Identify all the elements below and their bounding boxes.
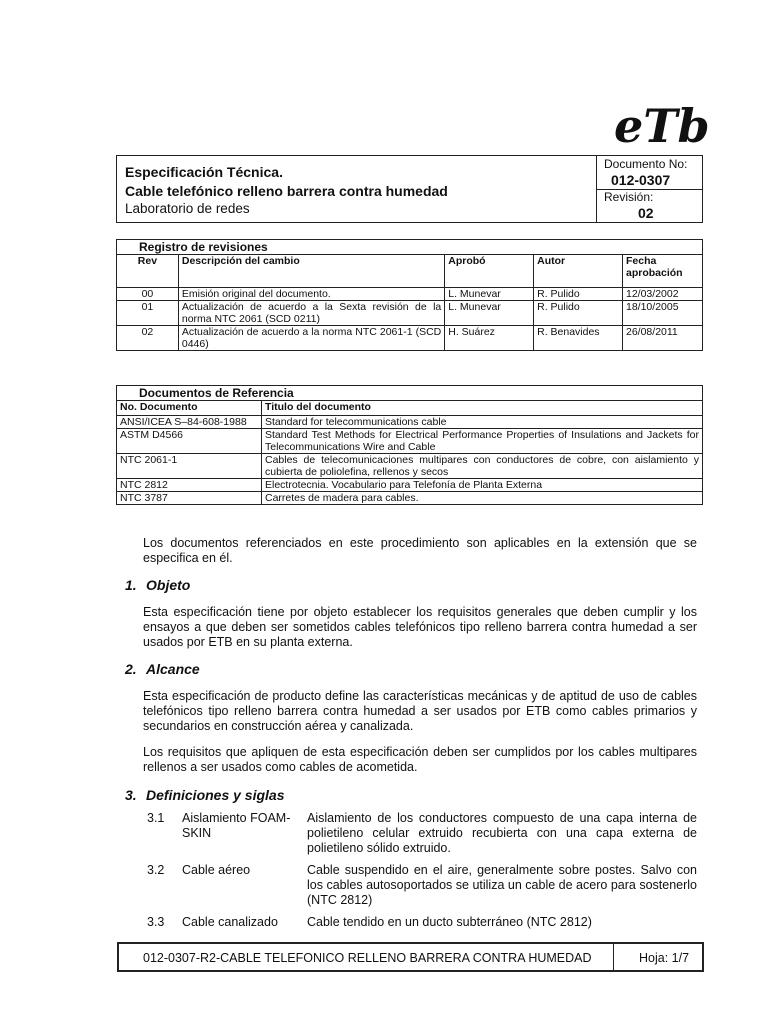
table-row bbox=[117, 492, 703, 505]
table-row bbox=[117, 479, 703, 492]
page-footer bbox=[117, 942, 704, 972]
col-header: Descripción del cambio bbox=[178, 255, 444, 288]
section-heading bbox=[125, 577, 190, 593]
section-heading bbox=[125, 787, 285, 803]
table-row bbox=[117, 326, 703, 351]
col-header: No. Documento bbox=[117, 401, 262, 416]
footer-doc-code: 012-0307-R2-CABLE TELEFONICO RELLENO BARRERA CONTRA HUMEDAD bbox=[143, 951, 592, 965]
revisions-title: Registro de revisiones bbox=[117, 240, 703, 255]
header-line1: Especificación Técnica. bbox=[125, 164, 283, 180]
revision-label: Revisión: bbox=[604, 190, 654, 204]
alcance-paragraph-2: Los requisitos que apliquen de esta especificación deben ser cumplidos por los cables multipares rellenos a ser usados como cables de acometida. bbox=[143, 745, 697, 774]
cell: Actualización de acuerdo a la norma NTC 2061-1 (SCD 0446) bbox=[178, 326, 444, 351]
cell: Carretes de madera para cables. bbox=[262, 492, 703, 505]
cell: R. Pulido bbox=[534, 301, 623, 326]
cell: 18/10/2005 bbox=[623, 301, 703, 326]
definition-text: Aislamiento de los conductores compuesto de una capa interna de polietileno celular extruido recubierta con una capa externa de polietileno sólido extruido. bbox=[307, 811, 697, 855]
col-header: Fecha aprobación bbox=[623, 255, 703, 288]
intro-paragraph: Los documentos referenciados en este procedimiento son aplicables en la extensión que se especifica en él. bbox=[143, 536, 697, 565]
table-row bbox=[117, 416, 703, 429]
revisions-table bbox=[116, 239, 703, 351]
revision-number: 02 bbox=[638, 205, 654, 221]
cell: R. Benavides bbox=[534, 326, 623, 351]
definition-number: 3.3 bbox=[147, 915, 165, 929]
cell: 01 bbox=[117, 301, 179, 326]
cell: R. Pulido bbox=[534, 288, 623, 301]
header-title-block bbox=[117, 156, 597, 222]
doc-number: 012-0307 bbox=[611, 172, 671, 188]
cell: 00 bbox=[117, 288, 179, 301]
definition-text: Cable tendido en un ducto subterráneo (NTC 2812) bbox=[307, 915, 592, 929]
cell: L. Munevar bbox=[445, 301, 534, 326]
objeto-paragraph: Esta especificación tiene por objeto establecer los requisitos generales que deben cumplir y los ensayos a que deben ser sometidos cables telefónicos tipo relleno barrera contra humedad a ser usados por ETB en su planta externa. bbox=[143, 605, 697, 649]
cell: ASTM D4566 bbox=[117, 429, 262, 454]
cell: Emisión original del documento. bbox=[178, 288, 444, 301]
section-title: Alcance bbox=[146, 661, 200, 677]
col-header: Titulo del documento bbox=[262, 401, 703, 416]
table-row bbox=[117, 429, 703, 454]
document-header bbox=[116, 155, 703, 223]
definition-text: Cable suspendido en el aire, generalmente sobre postes. Salvo con los cables autosoportados se utiliza un cable de acero para sostenerlo (NTC 2812) bbox=[307, 863, 697, 907]
cell: L. Munevar bbox=[445, 288, 534, 301]
cell: Standard Test Methods for Electrical Performance Properties of Insulations and Jackets for Telecommunications Wire and Cable bbox=[262, 429, 703, 454]
footer-page-number: Hoja: 1/7 bbox=[639, 951, 690, 965]
definition-term: Aislamiento FOAM-SKIN bbox=[182, 811, 291, 840]
cell: Standard for telecommunications cable bbox=[262, 416, 703, 429]
section-title: Objeto bbox=[146, 577, 191, 593]
cell: 02 bbox=[117, 326, 179, 351]
cell: 26/08/2011 bbox=[623, 326, 703, 351]
table-row bbox=[117, 288, 703, 301]
definition-term: Cable aéreo bbox=[182, 863, 251, 877]
table-row bbox=[117, 454, 703, 479]
section-number: 1. bbox=[125, 577, 137, 593]
section-number: 3. bbox=[125, 787, 137, 803]
section-title: Definiciones y siglas bbox=[146, 787, 285, 803]
col-header: Rev bbox=[117, 255, 179, 288]
doc-number-label: Documento No: bbox=[604, 157, 688, 171]
definition-number: 3.1 bbox=[147, 811, 165, 825]
definition-term: Cable canalizado bbox=[182, 915, 278, 929]
cell: NTC 2061-1 bbox=[117, 454, 262, 479]
section-number: 2. bbox=[125, 661, 137, 677]
col-header: Autor bbox=[534, 255, 623, 288]
logo-text: eTb bbox=[614, 99, 710, 153]
header-line2: Cable telefónico relleno barrera contra humedad bbox=[125, 183, 448, 199]
references-table bbox=[116, 385, 703, 505]
cell: H. Suárez bbox=[445, 326, 534, 351]
cell: 12/03/2002 bbox=[623, 288, 703, 301]
cell: Electrotecnia. Vocabulario para Telefonía de Planta Externa bbox=[262, 479, 703, 492]
col-header: Aprobó bbox=[445, 255, 534, 288]
etb-logo bbox=[612, 99, 710, 153]
cell: Actualización de acuerdo a la Sexta revisión de la norma NTC 2061 (SCD 0211) bbox=[178, 301, 444, 326]
cell: NTC 2812 bbox=[117, 479, 262, 492]
section-heading bbox=[125, 661, 200, 677]
alcance-paragraph-1: Esta especificación de producto define las características mecánicas y de aptitud de uso de cables telefónicos tipo relleno barrera contra humedad a ser usados por ETB como cables primarios y secundarios en construcción aérea y canalizada. bbox=[143, 689, 697, 733]
cell: ANSI/ICEA S–84-608-1988 bbox=[117, 416, 262, 429]
cell: Cables de telecomunicaciones multipares con conductores de cobre, con aislamiento y cubierta de poliolefina, rellenos y secos bbox=[262, 454, 703, 479]
references-title: Documentos de Referencia bbox=[117, 386, 703, 401]
cell: NTC 3787 bbox=[117, 492, 262, 505]
table-row bbox=[117, 301, 703, 326]
header-doc-block bbox=[596, 156, 702, 222]
header-line3: Laboratorio de redes bbox=[125, 201, 250, 216]
definition-number: 3.2 bbox=[147, 863, 165, 877]
